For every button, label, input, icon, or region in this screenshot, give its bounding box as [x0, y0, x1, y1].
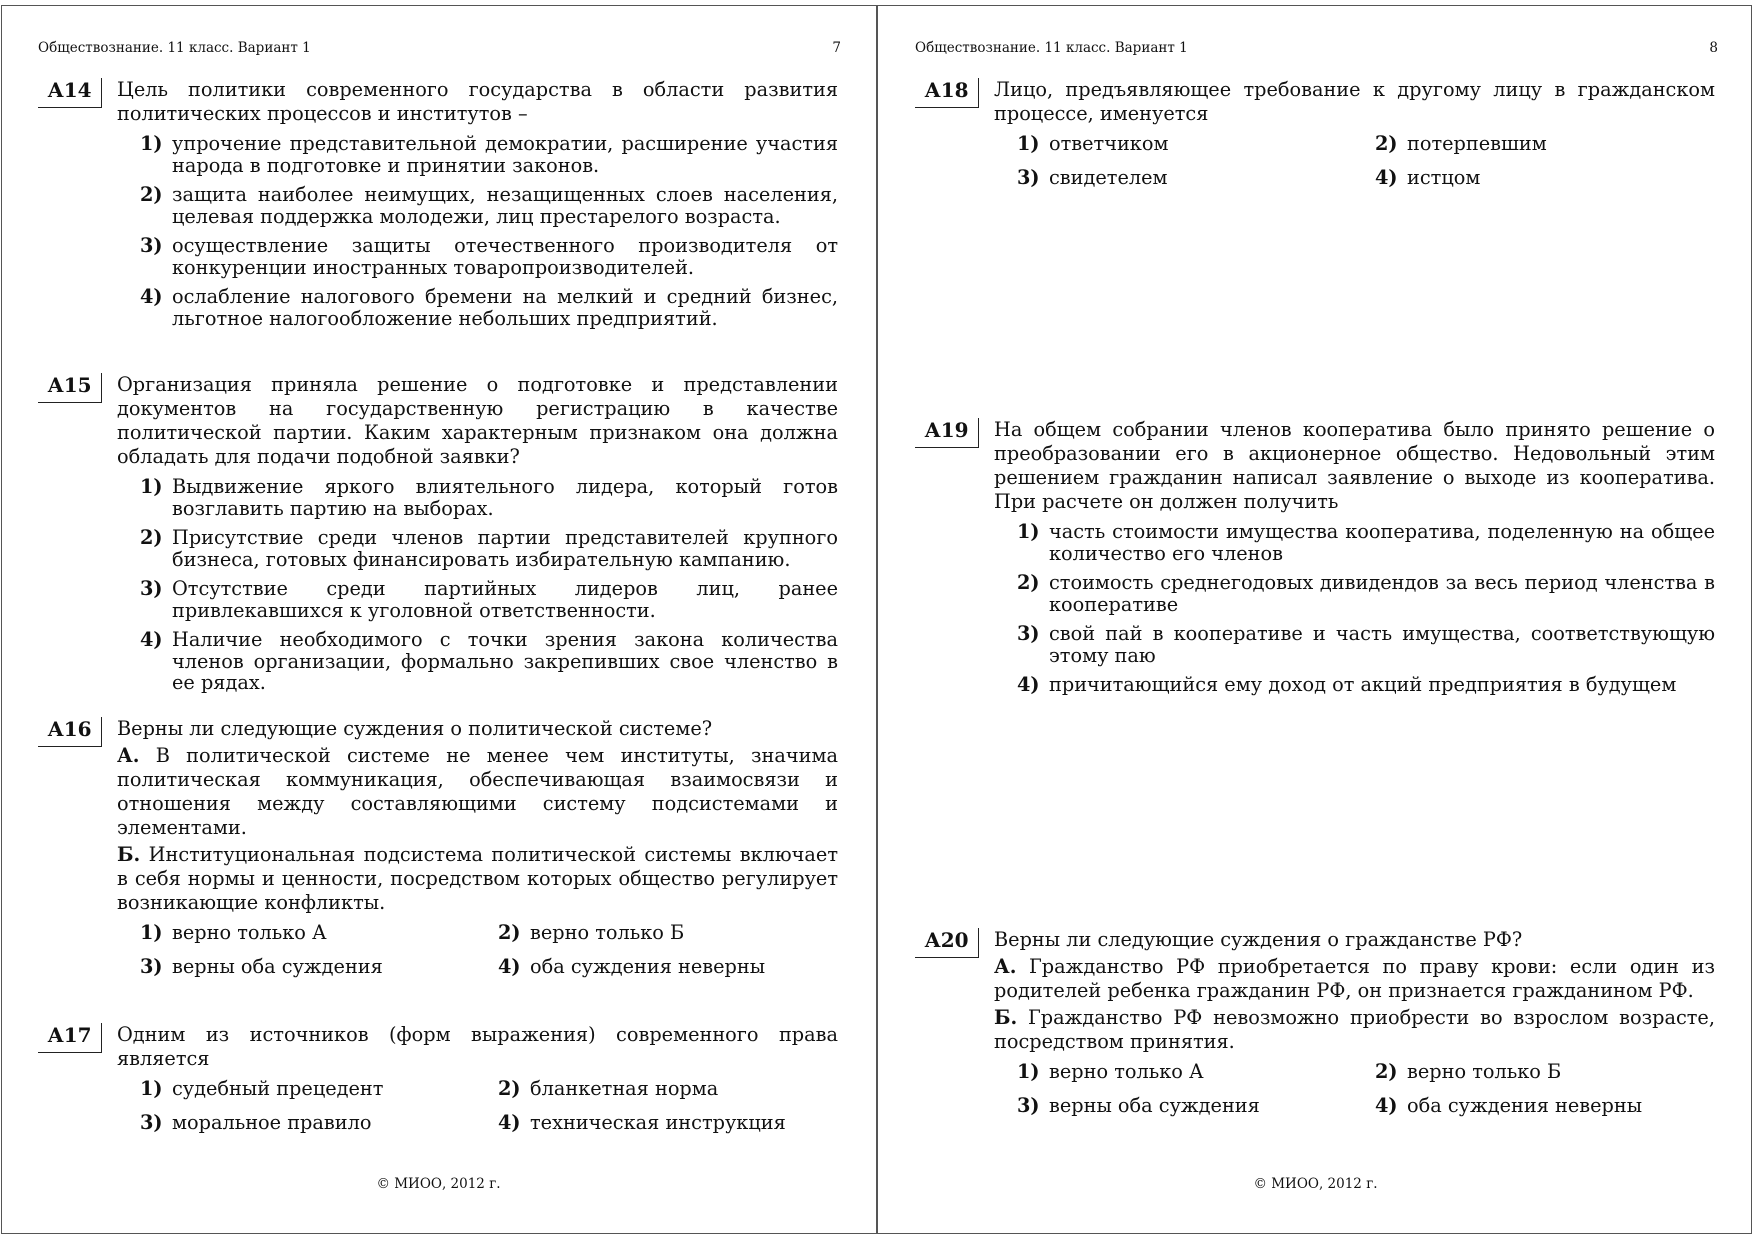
question-a19 — [915, 418, 1715, 704]
answer-options — [1017, 1061, 1715, 1116]
page-header-title: Обществознание. 11 класс. Вариант 1 — [38, 40, 311, 56]
question-label: А17 — [38, 1023, 102, 1053]
answer-option-1[interactable]: 1) верно только А — [1017, 1060, 1204, 1083]
question-label: А18 — [915, 78, 979, 108]
question-text: Лицо, предъявляющее требование к другому лицу в гражданском процессе, именуется — [994, 78, 1715, 125]
question-label: А15 — [38, 373, 102, 403]
answer-option-4[interactable]: 4) ослабление налогового бремени на мелкий и средний бизнес, льготное налогообложение небольших предприятий. — [140, 285, 838, 330]
page-header-title: Обществознание. 11 класс. Вариант 1 — [915, 40, 1188, 56]
answer-options — [140, 922, 838, 977]
statement-b: Б. Гражданство РФ невозможно приобрести во взрослом возрасте, посредством принятия. — [994, 1006, 1715, 1053]
answer-option-2[interactable]: 2) Присутствие среди членов партии представителей крупного бизнеса, готовых финансировать избирательную кампанию. — [140, 526, 838, 571]
answer-option-1[interactable]: 1) верно только А — [140, 921, 327, 944]
page-number: 7 — [832, 40, 841, 56]
answer-option-2[interactable]: 2) бланкетная норма — [498, 1077, 719, 1100]
question-label: А20 — [915, 928, 979, 958]
statement-a: А. Гражданство РФ приобретается по праву крови: если один из родителей ребенка гражданин РФ, он признается гражданином РФ. — [994, 955, 1715, 1002]
answer-options — [140, 1078, 838, 1133]
question-text: Верны ли следующие суждения о политической системе? — [117, 717, 713, 740]
question-label: А16 — [38, 717, 102, 747]
question-a20 — [915, 928, 1715, 1116]
right-page — [877, 0, 1754, 1239]
answer-options — [38, 476, 838, 694]
question-a14 — [38, 78, 838, 337]
answer-option-4[interactable]: 4) техническая инструкция — [498, 1110, 786, 1134]
question-text: Цель политики современного государства в области развития политических процессов и институтов – — [117, 78, 838, 125]
answer-option-3[interactable]: 3) моральное правило — [140, 1110, 372, 1134]
answer-option-1[interactable]: 1) судебный прецедент — [140, 1077, 384, 1100]
answer-option-4[interactable]: 4) оба суждения неверны — [498, 954, 766, 978]
question-a18 — [915, 78, 1715, 188]
answer-option-1[interactable]: 1) ответчиком — [1017, 132, 1169, 155]
question-text: Организация приняла решение о подготовке и представлении документов на государственную регистрацию в качестве политической партии. Каким характерным признаком она должна обладать для подачи подобной заявки? — [117, 373, 838, 468]
answer-option-4[interactable]: 4) истцом — [1375, 165, 1481, 189]
answer-options — [1017, 133, 1715, 188]
answer-option-1[interactable]: 1) Выдвижение яркого влиятельного лидера, который готов возглавить партию на выборах. — [140, 475, 838, 520]
answer-options — [38, 133, 838, 329]
question-a15 — [38, 373, 838, 702]
question-text: Верны ли следующие суждения о гражданстве РФ? — [994, 928, 1523, 951]
question-a17 — [38, 1023, 838, 1133]
question-label: А14 — [38, 78, 102, 108]
answer-option-3[interactable]: 3) свидетелем — [1017, 165, 1168, 189]
answer-option-3[interactable]: 3) верны оба суждения — [1017, 1093, 1260, 1117]
statement-a: А. В политической системе не менее чем институты, значима политическая коммуникация, обеспечивающая взаимосвязи и отношения между составляющими систему подсистемами и элементами. — [117, 744, 838, 839]
question-label: А19 — [915, 418, 979, 448]
question-text: На общем собрании членов кооператива было принято решение о преобразовании его в акционерное общество. Недовольный этим решением гражданин написал заявление о выходе из кооператива. При расчете он должен получить — [994, 418, 1715, 513]
answer-option-4[interactable]: 4) Наличие необходимого с точки зрения закона количества членов организации, формально закрепивших свое членство в ее рядах. — [140, 628, 838, 694]
answer-option-3[interactable]: 3) Отсутствие среди партийных лидеров лиц, ранее привлекавшихся к уголовной ответственности. — [140, 577, 838, 622]
answer-options — [915, 521, 1715, 696]
question-a16 — [38, 717, 838, 977]
answer-option-4[interactable]: 4) оба суждения неверны — [1375, 1093, 1643, 1117]
answer-option-2[interactable]: 2) верно только Б — [1375, 1060, 1562, 1083]
answer-option-3[interactable]: 3) осуществление защиты отечественного производителя от конкуренции иностранных товаропроизводителей. — [140, 234, 838, 279]
page-footer: © МИОО, 2012 г. — [1253, 1176, 1378, 1192]
answer-option-1[interactable]: 1) часть стоимости имущества кооператива, поделенную на общее количество его членов — [1017, 520, 1715, 565]
question-text: Одним из источников (форм выражения) современного права является — [117, 1023, 838, 1070]
statement-b: Б. Институциональная подсистема политической системы включает в себя нормы и ценности, посредством которых общество регулирует возникающие конфликты. — [117, 843, 838, 914]
page-footer: © МИОО, 2012 г. — [376, 1176, 501, 1192]
answer-option-2[interactable]: 2) потерпевшим — [1375, 132, 1547, 155]
answer-option-2[interactable]: 2) верно только Б — [498, 921, 685, 944]
answer-option-2[interactable]: 2) защита наиболее неимущих, незащищенных слоев населения, целевая поддержка молодежи, лиц престарелого возраста. — [140, 183, 838, 228]
answer-option-4[interactable]: 4) причитающийся ему доход от акций предприятия в будущем — [1017, 673, 1677, 696]
answer-option-3[interactable]: 3) верны оба суждения — [140, 954, 383, 978]
answer-option-1[interactable]: 1) упрочение представительной демократии, расширение участия народа в подготовке и принятии законов. — [140, 132, 838, 177]
answer-option-2[interactable]: 2) стоимость среднегодовых дивидендов за весь период членства в кооперативе — [1017, 571, 1715, 616]
page-number: 8 — [1709, 40, 1718, 56]
answer-option-3[interactable]: 3) свой пай в кооперативе и часть имущества, соответствующую этому паю — [1017, 622, 1715, 667]
